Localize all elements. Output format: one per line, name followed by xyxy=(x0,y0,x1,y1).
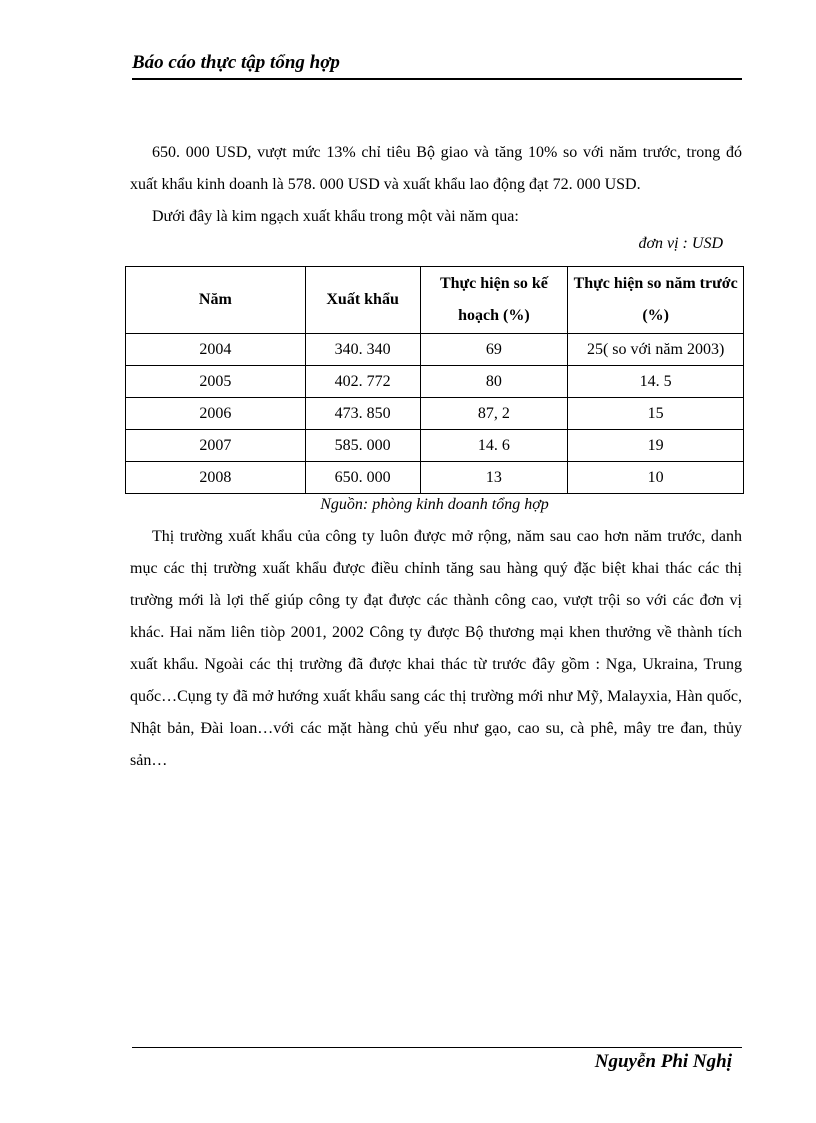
cell-plan: 80 xyxy=(420,366,568,398)
cell-plan: 69 xyxy=(420,334,568,366)
header-export: Xuất khẩu xyxy=(305,267,420,334)
table-row xyxy=(126,398,744,430)
cell-prev: 14. 5 xyxy=(568,366,744,398)
cell-prev: 15 xyxy=(568,398,744,430)
cell-export: 340. 340 xyxy=(305,334,420,366)
header-plan: Thực hiện so kế hoạch (%) xyxy=(420,267,568,334)
cell-export: 402. 772 xyxy=(305,366,420,398)
cell-prev: 25( so với năm 2003) xyxy=(568,334,744,366)
cell-plan: 87, 2 xyxy=(420,398,568,430)
paragraph-table-intro: Dưới đây là kim ngạch xuất khẩu trong một vài năm qua: xyxy=(152,208,519,225)
page-header xyxy=(132,50,742,80)
paragraph-market: Thị trường xuất khẩu của công ty luôn được mở rộng, năm sau cao hơn năm trước, danh mục các thị trường xuất khẩu được điều chỉnh tăng sau hàng quý đặc biệt khai thác các thị trường mới là lợi thế giúp công ty đạt được các thành công cao, vượt trội so với các đơn vị khác. Hai năm liên tiòp 2001, 2002 Công ty được Bộ thương mại khen thưởng về thành tích xuất khẩu. Ngoài các thị trường đã được khai thác từ trước đây gồm : Nga, Ukraina, Trung quốc…Cụng ty đã mở hướng xuất khẩu sang các thị trường mới như Mỹ, Malayxia, Hàn quốc, Nhật bản, Đài loan…với các mặt hàng chủ yếu như gạo, cao su, cà phê, mây tre đan, thủy sản… xyxy=(130,528,742,769)
cell-year: 2006 xyxy=(126,398,306,430)
table-header-row xyxy=(126,267,744,334)
table-row xyxy=(126,462,744,494)
cell-export: 473. 850 xyxy=(305,398,420,430)
cell-year: 2008 xyxy=(126,462,306,494)
cell-export: 650. 000 xyxy=(305,462,420,494)
cell-year: 2005 xyxy=(126,366,306,398)
header-prev: Thực hiện so năm trước (%) xyxy=(568,267,744,334)
table-source: Nguồn: phòng kinh doanh tổng hợp xyxy=(320,496,549,513)
footer-divider xyxy=(132,1047,742,1048)
cell-year: 2004 xyxy=(126,334,306,366)
table-row xyxy=(126,430,744,462)
table-unit-label: đơn vị : USD xyxy=(638,235,723,252)
cell-prev: 19 xyxy=(568,430,744,462)
table-row xyxy=(126,334,744,366)
cell-plan: 14. 6 xyxy=(420,430,568,462)
cell-plan: 13 xyxy=(420,462,568,494)
cell-year: 2007 xyxy=(126,430,306,462)
paragraph-export-summary: 650. 000 USD, vượt mức 13% chỉ tiêu Bộ giao và tăng 10% so với năm trước, trong đó xuất khẩu kinh doanh là 578. 000 USD và xuất khẩu lao động đạt 72. 000 USD. xyxy=(130,144,742,193)
export-table xyxy=(125,266,744,494)
cell-export: 585. 000 xyxy=(305,430,420,462)
table-row xyxy=(126,366,744,398)
header-title: Báo cáo thực tập tổng hợp xyxy=(132,52,340,73)
header-year: Năm xyxy=(126,267,306,334)
footer-author: Nguyễn Phi Nghị xyxy=(594,1051,732,1072)
cell-prev: 10 xyxy=(568,462,744,494)
